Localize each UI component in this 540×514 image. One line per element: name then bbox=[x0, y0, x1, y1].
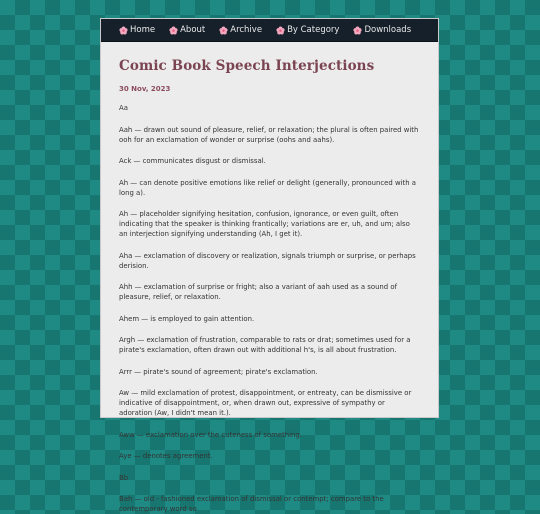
nav-about-label: About bbox=[180, 25, 206, 35]
flower-icon bbox=[169, 26, 178, 35]
nav-about[interactable] bbox=[169, 25, 205, 35]
nav-by-category[interactable] bbox=[276, 25, 339, 35]
entry-paragraph: Aha — exclamation of discovery or realization, signals triumph or surprise, or perhaps derision. bbox=[119, 251, 416, 270]
entry-paragraph: Aye — denotes agreement. bbox=[119, 452, 213, 460]
entry-paragraph: Ah — placeholder signifying hesitation, confusion, ignorance, or even guilt, often indicating that the speaker is thinking frantically; variations are er, uh, and um; also an interjection signifying understanding (Ah, I get it). bbox=[119, 210, 410, 238]
entry-paragraph: Bb bbox=[119, 473, 129, 482]
entry-paragraph: Aww — exclamation over the cuteness of something. bbox=[119, 430, 302, 439]
flower-icon bbox=[353, 26, 362, 35]
entry-paragraph: Ahh — exclamation of surprise or fright; also a variant of aah used as a sound of pleasure, relief, or relaxation. bbox=[119, 283, 398, 301]
entry-paragraph: Argh — exclamation of frustration, comparable to rats or drat; sometimes used for a pirate's exclamation, often drawn out with additional h's, is all about frustration. bbox=[119, 336, 411, 354]
entry-paragraph: Aah — drawn out sound of pleasure, relief, or relaxation; the plural is often paired with ooh for an exclamation of wonder or surprise (oohs and aahs). bbox=[119, 125, 419, 144]
entry-paragraph: Aa bbox=[119, 104, 128, 112]
nav-archive-label: Archive bbox=[230, 25, 263, 35]
post-content bbox=[101, 42, 438, 514]
entry-paragraph: Aw — mild exclamation of protest, disappointment, or entreaty, can be dismissive or indicative of disappointment, or, when drawn out, expressive of sympathy or adoration (Aw, I didn't mean it.). bbox=[119, 389, 412, 417]
nav-home-label: Home bbox=[130, 25, 156, 35]
page-container bbox=[100, 18, 439, 513]
post-title: Comic Book Speech Interjections bbox=[119, 58, 375, 74]
entry-paragraph: Ah — can denote positive emotions like relief or delight (generally, pronounced with a long a). bbox=[119, 178, 416, 197]
nav-archive[interactable] bbox=[219, 25, 262, 35]
nav-home[interactable] bbox=[119, 25, 155, 35]
post-date: 30 Nov, 2023 bbox=[119, 85, 171, 93]
nav-by-category-label: By Category bbox=[287, 25, 340, 35]
entry-paragraph: Bah — old - fashioned exclamation of dismissal or contempt; compare to the contemporary word so bbox=[119, 495, 384, 513]
flower-icon bbox=[219, 26, 228, 35]
entry-paragraph: Ack — communicates disgust or dismissal. bbox=[119, 157, 266, 165]
entry-paragraph: Arrr — pirate's sound of agreement; pirate's exclamation. bbox=[119, 367, 318, 376]
nav-downloads[interactable] bbox=[353, 25, 411, 35]
flower-icon bbox=[119, 26, 128, 35]
entry-paragraph: Ahem — is employed to gain attention. bbox=[119, 314, 255, 323]
nav-downloads-label: Downloads bbox=[364, 25, 412, 35]
flower-icon bbox=[276, 26, 285, 35]
top-navigation bbox=[101, 19, 438, 42]
